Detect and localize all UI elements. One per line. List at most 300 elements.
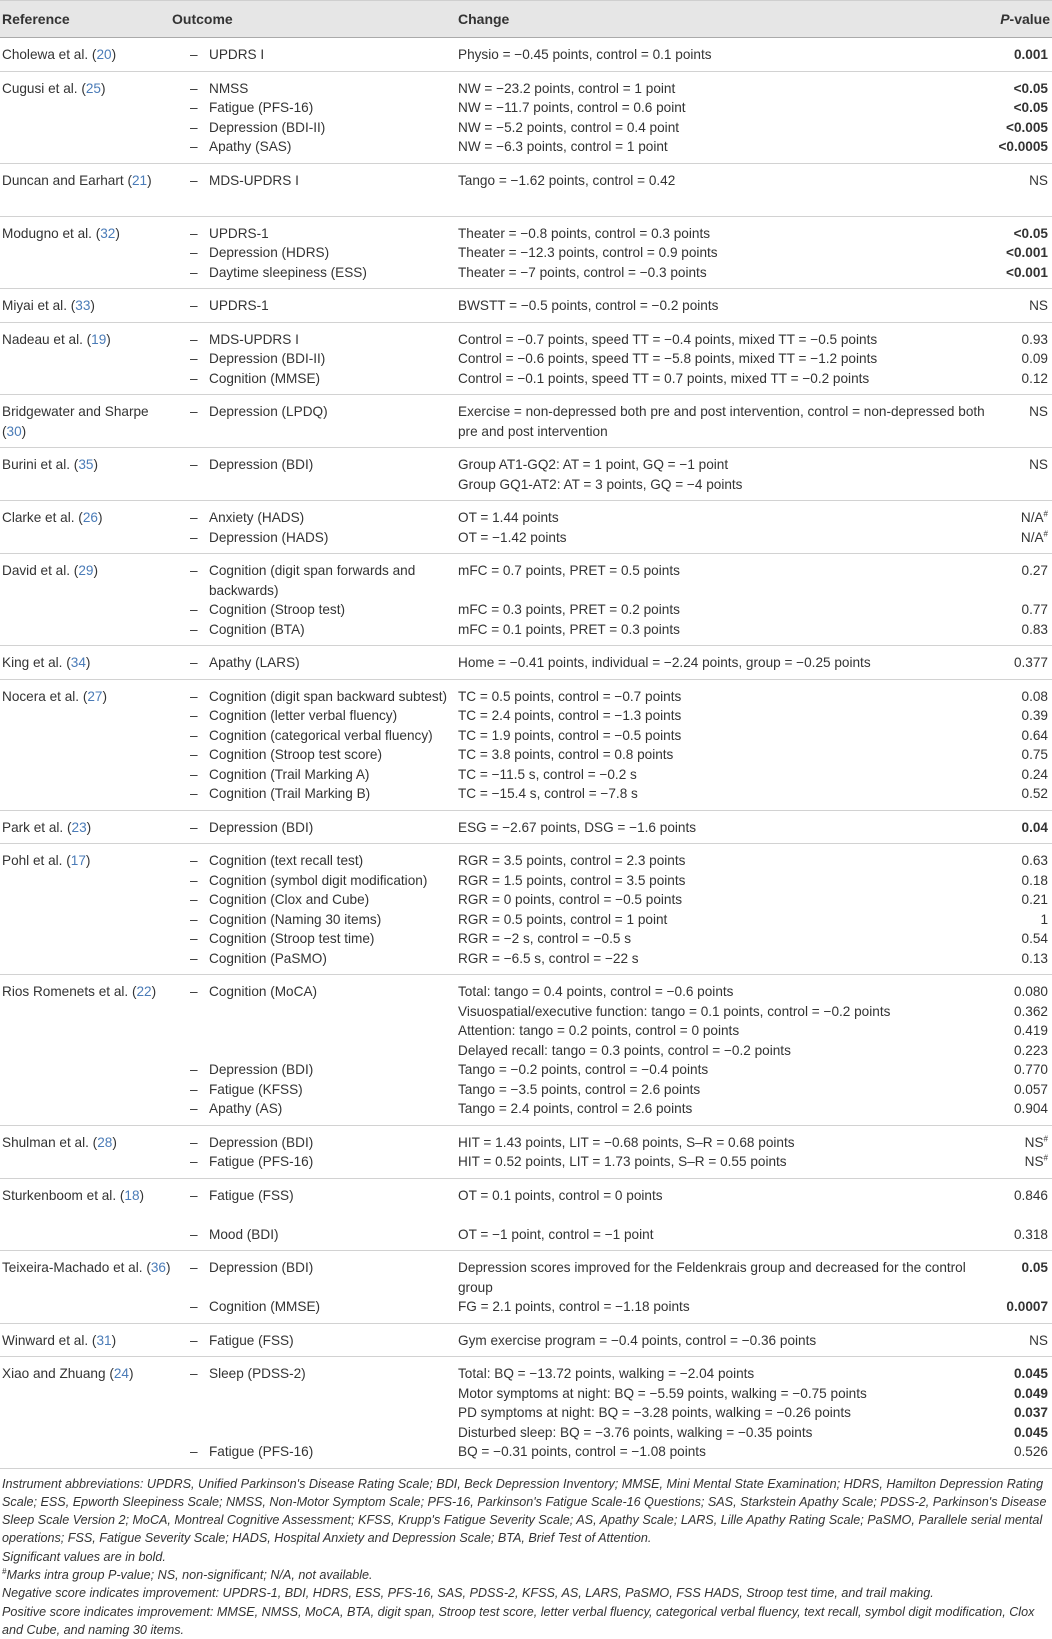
reference-text: Shulman et al. (: [2, 1135, 97, 1150]
outcome-item: – Fatigue (FSS): [190, 1331, 458, 1351]
citation-link[interactable]: 20: [96, 47, 111, 62]
reference-text-end: ): [147, 173, 152, 188]
pvalue-value: NS: [986, 1331, 1048, 1351]
table-row: [0, 395, 1052, 448]
change-cell: [458, 322, 986, 395]
change-value: Group AT1-GQ2: AT = 1 point, GQ = −1 point: [458, 455, 986, 475]
change-value: FG = 2.1 points, control = −1.18 points: [458, 1297, 986, 1317]
footnote-line: Negative score indicates improvement: UPDRS-1, BDI, HDRS, ESS, PFS-16, SAS, PDSS-2, KFSS, AS, LARS, PaSMO, FSS HADS, Stroop test time, and trail making.: [2, 1584, 1050, 1602]
reference-text-end: ): [103, 689, 108, 704]
change-value: ESG = −2.67 points, DSG = −1.6 points: [458, 818, 986, 838]
reference-text-end: ): [98, 510, 103, 525]
reference-text-end: ): [129, 1366, 134, 1381]
change-value: RGR = 0 points, control = −0.5 points: [458, 890, 986, 910]
change-value: NW = −23.2 points, control = 1 point: [458, 79, 986, 99]
reference-text: Park et al. (: [2, 820, 72, 835]
pvalue-value: 0.526: [986, 1442, 1048, 1462]
pvalue-cell: [986, 554, 1052, 646]
change-value: RGR = −6.5 s, control = −22 s: [458, 949, 986, 969]
pvalue-value: 0.001: [986, 45, 1048, 65]
citation-link[interactable]: 26: [83, 510, 98, 525]
pvalue-value: 0.362: [986, 1002, 1048, 1022]
reference-text: Duncan and Earhart (: [2, 173, 132, 188]
reference-text: Xiao and Zhuang (: [2, 1366, 114, 1381]
table-body: [0, 38, 1052, 1469]
pvalue-value: 0.770: [986, 1060, 1048, 1080]
change-value: Control = −0.6 points, speed TT = −5.8 points, mixed TT = −1.2 points: [458, 349, 986, 369]
reference-cell: [0, 975, 172, 1126]
change-value: BWSTT = −0.5 points, control = −0.2 points: [458, 296, 986, 316]
change-value: TC = 0.5 points, control = −0.7 points: [458, 687, 986, 707]
pvalue-value: NS: [986, 296, 1048, 316]
outcome-cell: [172, 810, 458, 844]
reference-text-end: ): [93, 457, 98, 472]
pvalue-value: <0.05: [986, 79, 1048, 99]
pvalue-value: <0.001: [986, 243, 1048, 263]
reference-cell: [0, 679, 172, 810]
outcome-cell: [172, 679, 458, 810]
change-value: Depression scores improved for the Feldenkrais group and decreased for the control group: [458, 1258, 986, 1297]
reference-text: King et al. (: [2, 655, 71, 670]
outcome-item: – Cognition (MoCA): [190, 982, 458, 1002]
citation-link[interactable]: 28: [97, 1135, 112, 1150]
pvalue-value: 0.223: [986, 1041, 1048, 1061]
outcome-item: – Depression (BDI-II): [190, 118, 458, 138]
pvalue-value: 0.24: [986, 765, 1048, 785]
outcome-item: – Fatigue (FSS): [190, 1186, 458, 1206]
outcome-item: – Cognition (Trail Marking B): [190, 784, 458, 804]
pvalue-cell: [986, 395, 1052, 448]
change-value: mFC = 0.1 points, PRET = 0.3 points: [458, 620, 986, 640]
reference-text-end: ): [106, 332, 111, 347]
pvalue-value: <0.0005: [986, 137, 1048, 157]
footnote-line: Positive score indicates improvement: MMSE, NMSS, MoCA, BTA, digit span, Stroop test score, letter verbal fluency, categorical verbal fluency, text recall, symbol digit modification, Clox and Cube, and naming 30 items.: [2, 1603, 1050, 1639]
table-footnotes: [0, 1469, 1052, 1639]
pvalue-value: NS: [986, 171, 1048, 191]
outcome-cell: [172, 395, 458, 448]
pvalue-value: [986, 190, 1048, 210]
pvalue-value: 0.83: [986, 620, 1048, 640]
outcome-item: – UPDRS-1: [190, 296, 458, 316]
citation-link[interactable]: 17: [71, 853, 86, 868]
pvalue-value: 0.037: [986, 1403, 1048, 1423]
outcome-item: – Apathy (SAS): [190, 137, 458, 157]
citation-link[interactable]: 18: [124, 1188, 139, 1203]
row-spacer: [190, 1205, 458, 1225]
citation-link[interactable]: 19: [91, 332, 106, 347]
change-value: Total: tango = 0.4 points, control = −0.6 points: [458, 982, 986, 1002]
reference-text-end: ): [87, 820, 92, 835]
change-value: BQ = −0.31 points, control = −1.08 points: [458, 1442, 986, 1462]
outcome-item: [190, 1403, 458, 1423]
change-cell: [458, 1178, 986, 1251]
change-value: NW = −6.3 points, control = 1 point: [458, 137, 986, 157]
table-row: [0, 1125, 1052, 1178]
table-row: [0, 844, 1052, 975]
pvalue-value: 0.904: [986, 1099, 1048, 1119]
pvalue-cell: [986, 975, 1052, 1126]
pvalue-cell: [986, 38, 1052, 72]
outcome-item: – Fatigue (PFS-16): [190, 1442, 458, 1462]
change-value: Attention: tango = 0.2 points, control = 0 points: [458, 1021, 986, 1041]
outcome-item: – Fatigue (KFSS): [190, 1080, 458, 1100]
pvalue-cell: [986, 646, 1052, 680]
outcome-item: – Cognition (digit span backward subtest): [190, 687, 458, 707]
reference-cell: [0, 38, 172, 72]
pvalue-value: 0.045: [986, 1364, 1048, 1384]
change-cell: [458, 71, 986, 163]
outcome-item: – Cognition (Trail Marking A): [190, 765, 458, 785]
pvalue-value: NS: [986, 402, 1048, 441]
change-value: Physio = −0.45 points, control = 0.1 points: [458, 45, 986, 65]
citation-link[interactable]: 31: [96, 1333, 111, 1348]
citation-link[interactable]: 33: [75, 298, 90, 313]
reference-text-end: ): [152, 984, 157, 999]
pvalue-value: 0.045: [986, 1423, 1048, 1443]
outcome-item: [190, 475, 458, 495]
reference-cell: [0, 395, 172, 448]
citation-link[interactable]: 36: [151, 1260, 166, 1275]
pvalue-value: 0.64: [986, 726, 1048, 746]
table-row: [0, 71, 1052, 163]
change-cell: [458, 289, 986, 323]
header-outcome: Outcome: [172, 1, 458, 38]
row-spacer: [986, 1205, 1048, 1225]
footnote-marker: #: [1044, 1153, 1048, 1162]
pvalue-cell: [986, 1323, 1052, 1357]
outcome-item: – Cognition (categorical verbal fluency): [190, 726, 458, 746]
change-value: Tango = −3.5 points, control = 2.6 points: [458, 1080, 986, 1100]
pvalue-value: NS: [986, 455, 1048, 475]
pvalue-value: <0.05: [986, 98, 1048, 118]
reference-text-end: ): [115, 226, 120, 241]
outcome-item: [190, 1423, 458, 1443]
reference-cell: [0, 71, 172, 163]
reference-text: Winward et al. (: [2, 1333, 96, 1348]
change-cell: [458, 646, 986, 680]
table-header: [0, 1, 1052, 38]
reference-text: Miyai et al. (: [2, 298, 75, 313]
change-value: mFC = 0.3 points, PRET = 0.2 points: [458, 600, 986, 620]
outcome-item: – UPDRS I: [190, 45, 458, 65]
table-row: [0, 216, 1052, 289]
pvalue-value: 0.04: [986, 818, 1048, 838]
reference-text: Pohl et al. (: [2, 853, 71, 868]
citation-link[interactable]: 30: [7, 424, 22, 439]
change-value: TC = 1.9 points, control = −0.5 points: [458, 726, 986, 746]
pvalue-cell: [986, 810, 1052, 844]
outcome-cell: [172, 71, 458, 163]
outcome-item: – Cognition (symbol digit modification): [190, 871, 458, 891]
outcome-item: – MDS-UPDRS I: [190, 171, 458, 191]
change-value: RGR = 1.5 points, control = 3.5 points: [458, 871, 986, 891]
citation-link[interactable]: 34: [71, 655, 86, 670]
change-value: Theater = −7 points, control = −0.3 points: [458, 263, 986, 283]
pvalue-value: 0.63: [986, 851, 1048, 871]
outcome-cell: [172, 38, 458, 72]
outcome-item: – Anxiety (HADS): [190, 508, 458, 528]
outcome-item: – Cognition (MMSE): [190, 1297, 458, 1317]
change-value: Theater = −0.8 points, control = 0.3 points: [458, 224, 986, 244]
reference-text: Cugusi et al. (: [2, 81, 86, 96]
change-value: Total: BQ = −13.72 points, walking = −2.04 points: [458, 1364, 986, 1384]
change-value: NW = −5.2 points, control = 0.4 point: [458, 118, 986, 138]
change-value: mFC = 0.7 points, PRET = 0.5 points: [458, 561, 986, 600]
change-value: OT = 0.1 points, control = 0 points: [458, 1186, 986, 1206]
citation-link[interactable]: 22: [136, 984, 151, 999]
pvalue-cell: [986, 216, 1052, 289]
outcome-item: – Apathy (LARS): [190, 653, 458, 673]
outcome-item: – UPDRS-1: [190, 224, 458, 244]
citation-link[interactable]: 21: [132, 173, 147, 188]
change-cell: [458, 679, 986, 810]
pvalue-value: 0.75: [986, 745, 1048, 765]
table-row: [0, 810, 1052, 844]
change-value: [458, 190, 986, 210]
outcome-cell: [172, 1323, 458, 1357]
reference-cell: [0, 1178, 172, 1251]
change-value: TC = −11.5 s, control = −0.2 s: [458, 765, 986, 785]
change-value: Motor symptoms at night: BQ = −5.59 points, walking = −0.75 points: [458, 1384, 986, 1404]
outcome-cell: [172, 1178, 458, 1251]
outcome-item: – Depression (BDI): [190, 1133, 458, 1153]
citation-link[interactable]: 27: [87, 689, 102, 704]
footnote-line: #Marks intra group P-value; NS, non-significant; N/A, not available.: [2, 1566, 1050, 1584]
pvalue-value: 0.27: [986, 561, 1048, 600]
table-row: [0, 1178, 1052, 1251]
pvalue-cell: [986, 289, 1052, 323]
outcome-item: – Cognition (BTA): [190, 620, 458, 640]
reference-cell: [0, 810, 172, 844]
reference-text: Sturkenboom et al. (: [2, 1188, 124, 1203]
outcome-item: [190, 1384, 458, 1404]
pvalue-value: 0.049: [986, 1384, 1048, 1404]
citation-link[interactable]: 29: [78, 563, 93, 578]
change-value: Disturbed sleep: BQ = −3.76 points, walking = −0.35 points: [458, 1423, 986, 1443]
change-value: OT = −1.42 points: [458, 528, 986, 548]
outcome-cell: [172, 448, 458, 501]
outcome-item: – Depression (BDI): [190, 455, 458, 475]
outcome-cell: [172, 501, 458, 554]
change-value: TC = 3.8 points, control = 0.8 points: [458, 745, 986, 765]
outcome-item: – Cognition (PaSMO): [190, 949, 458, 969]
pvalue-value: <0.05: [986, 224, 1048, 244]
footnote-line: Significant values are in bold.: [2, 1548, 1050, 1566]
change-cell: [458, 1251, 986, 1324]
pvalue-value: [986, 475, 1048, 495]
table-row: [0, 1323, 1052, 1357]
footnote-line: Instrument abbreviations: UPDRS, Unified Parkinson's Disease Rating Scale; BDI, Beck Depression Inventory; MMSE, Mini Mental State Examination; HDRS, Hamilton Depression Rating Scale; ESS, Epworth Sleepiness Scale; NMSS, Non-Motor Symptom Scale; PFS-16, Parkinson's Fatigue Scale-16 Questions; SAS, Starkstein Apathy Scale; PDSS-2, Parkinson's Disease Sleep Scale Version 2; MoCA, Montreal Cognitive Assessment; KFSS, Krupp's Fatigue Severity Scale; AS, Apathy Scale; LARS, Lille Apathy Rating Scale; PaSMO, Parallele serial mental operations; FSS, Fatigue Severity Scale; HADS, Hospital Anxiety and Depression Scale; BTA, Brief Test of Attention.: [2, 1475, 1050, 1548]
table-row: [0, 501, 1052, 554]
change-value: OT = 1.44 points: [458, 508, 986, 528]
outcome-cell: [172, 1125, 458, 1178]
footnote-marker: #: [1044, 509, 1048, 518]
pvalue-value: 0.13: [986, 949, 1048, 969]
citation-link[interactable]: 35: [78, 457, 93, 472]
outcome-item: – Cognition (letter verbal fluency): [190, 706, 458, 726]
pvalue-value: 0.09: [986, 349, 1048, 369]
outcome-item: – MDS-UPDRS I: [190, 330, 458, 350]
change-value: Tango = −0.2 points, control = −0.4 points: [458, 1060, 986, 1080]
outcome-item: – Cognition (Stroop test time): [190, 929, 458, 949]
reference-text: Bridgewater and Sharpe (: [2, 404, 149, 439]
pvalue-value: <0.001: [986, 263, 1048, 283]
header-reference: Reference: [0, 1, 172, 38]
outcome-item: – Depression (HADS): [190, 528, 458, 548]
change-cell: [458, 1357, 986, 1469]
reference-cell: [0, 554, 172, 646]
reference-text: Burini et al. (: [2, 457, 78, 472]
reference-cell: [0, 1125, 172, 1178]
reference-cell: [0, 216, 172, 289]
change-value: Delayed recall: tango = 0.3 points, control = −0.2 points: [458, 1041, 986, 1061]
pvalue-value: 0.18: [986, 871, 1048, 891]
reference-text: Clarke et al. (: [2, 510, 83, 525]
reference-text: Nocera et al. (: [2, 689, 87, 704]
footnote-marker: #: [2, 1567, 6, 1576]
table-row: [0, 1251, 1052, 1324]
table-row: [0, 448, 1052, 501]
change-cell: [458, 554, 986, 646]
outcome-cell: [172, 554, 458, 646]
outcome-item: – Sleep (PDSS-2): [190, 1364, 458, 1384]
pvalue-value: 0.21: [986, 890, 1048, 910]
pvalue-cell: [986, 71, 1052, 163]
table-row: [0, 1357, 1052, 1469]
reference-text-end: ): [112, 47, 117, 62]
outcome-cell: [172, 1251, 458, 1324]
outcome-item: – Fatigue (PFS-16): [190, 98, 458, 118]
table-row: [0, 322, 1052, 395]
pvalue-value: 0.05: [986, 1258, 1048, 1297]
change-cell: [458, 1125, 986, 1178]
outcome-item: – Cognition (Stroop test score): [190, 745, 458, 765]
table-row: [0, 163, 1052, 216]
reference-cell: [0, 1323, 172, 1357]
change-value: RGR = −2 s, control = −0.5 s: [458, 929, 986, 949]
outcome-item: – NMSS: [190, 79, 458, 99]
footnote-marker: #: [1044, 1134, 1048, 1143]
reference-text-end: ): [22, 424, 27, 439]
table-row: [0, 289, 1052, 323]
pvalue-value: 0.12: [986, 369, 1048, 389]
header-pvalue: P-value: [986, 1, 1052, 38]
change-value: Theater = −12.3 points, control = 0.9 points: [458, 243, 986, 263]
change-value: HIT = 1.43 points, LIT = −0.68 points, S–R = 0.68 points: [458, 1133, 986, 1153]
reference-cell: [0, 501, 172, 554]
reference-cell: [0, 289, 172, 323]
pvalue-value: 0.846: [986, 1186, 1048, 1206]
outcome-cell: [172, 646, 458, 680]
change-cell: [458, 448, 986, 501]
outcome-item: – Depression (HDRS): [190, 243, 458, 263]
pvalue-cell: [986, 501, 1052, 554]
pvalue-value: 0.057: [986, 1080, 1048, 1100]
outcome-cell: [172, 1357, 458, 1469]
pvalue-value: <0.005: [986, 118, 1048, 138]
pvalue-value: N/A#: [986, 528, 1048, 548]
pvalue-value: NS#: [986, 1152, 1048, 1172]
change-value: Control = −0.7 points, speed TT = −0.4 points, mixed TT = −0.5 points: [458, 330, 986, 350]
citation-link[interactable]: 24: [114, 1366, 129, 1381]
change-cell: [458, 501, 986, 554]
reference-cell: [0, 646, 172, 680]
pvalue-value: 0.0007: [986, 1297, 1048, 1317]
pvalue-value: 0.377: [986, 653, 1048, 673]
pvalue-value: 0.52: [986, 784, 1048, 804]
pvalue-value: 0.080: [986, 982, 1048, 1002]
footnote-marker: #: [1044, 529, 1048, 538]
change-cell: [458, 395, 986, 448]
change-value: HIT = 0.52 points, LIT = 1.73 points, S–R = 0.55 points: [458, 1152, 986, 1172]
pvalue-value: NS#: [986, 1133, 1048, 1153]
outcome-item: – Depression (LPDQ): [190, 402, 458, 441]
change-cell: [458, 38, 986, 72]
outcome-item: – Cognition (text recall test): [190, 851, 458, 871]
pvalue-cell: [986, 1178, 1052, 1251]
pvalue-cell: [986, 844, 1052, 975]
table-row: [0, 646, 1052, 680]
reference-text-end: ): [93, 563, 98, 578]
change-value: TC = −15.4 s, control = −7.8 s: [458, 784, 986, 804]
change-value: Tango = 2.4 points, control = 2.6 points: [458, 1099, 986, 1119]
outcome-item: – Depression (BDI): [190, 1258, 458, 1297]
change-value: Home = −0.41 points, individual = −2.24 points, group = −0.25 points: [458, 653, 986, 673]
table-row: [0, 679, 1052, 810]
pvalue-cell: [986, 322, 1052, 395]
outcome-cell: [172, 163, 458, 216]
change-value: NW = −11.7 points, control = 0.6 point: [458, 98, 986, 118]
change-value: Control = −0.1 points, speed TT = 0.7 points, mixed TT = −0.2 points: [458, 369, 986, 389]
change-value: Group GQ1-AT2: AT = 3 points, GQ = −4 points: [458, 475, 986, 495]
change-cell: [458, 216, 986, 289]
reference-text: Nadeau et al. (: [2, 332, 91, 347]
citation-link[interactable]: 23: [72, 820, 87, 835]
outcome-item: – Daytime sleepiness (ESS): [190, 263, 458, 283]
table-row: [0, 554, 1052, 646]
outcome-cell: [172, 216, 458, 289]
citation-link[interactable]: 32: [100, 226, 115, 241]
reference-text-end: ): [112, 1135, 117, 1150]
reference-text: Modugno et al. (: [2, 226, 100, 241]
outcome-item: – Cognition (MMSE): [190, 369, 458, 389]
pvalue-value: N/A#: [986, 508, 1048, 528]
outcome-item: – Fatigue (PFS-16): [190, 1152, 458, 1172]
outcome-item: – Mood (BDI): [190, 1225, 458, 1245]
row-spacer: [458, 1205, 986, 1225]
change-value: Gym exercise program = −0.4 points, control = −0.36 points: [458, 1331, 986, 1351]
pvalue-cell: [986, 1357, 1052, 1469]
outcome-item: – Depression (BDI-II): [190, 349, 458, 369]
table-row: [0, 38, 1052, 72]
outcome-item: – Cognition (Stroop test): [190, 600, 458, 620]
reference-text-end: ): [86, 853, 91, 868]
pvalue-cell: [986, 448, 1052, 501]
change-value: Tango = −1.62 points, control = 0.42: [458, 171, 986, 191]
reference-cell: [0, 448, 172, 501]
citation-link[interactable]: 25: [86, 81, 101, 96]
pvalue-value: 0.39: [986, 706, 1048, 726]
pvalue-cell: [986, 679, 1052, 810]
change-cell: [458, 810, 986, 844]
change-cell: [458, 163, 986, 216]
header-change: Change: [458, 1, 986, 38]
change-value: TC = 2.4 points, control = −1.3 points: [458, 706, 986, 726]
outcome-item: – Depression (BDI): [190, 818, 458, 838]
outcome-cell: [172, 975, 458, 1126]
pvalue-value: 0.318: [986, 1225, 1048, 1245]
change-cell: [458, 1323, 986, 1357]
